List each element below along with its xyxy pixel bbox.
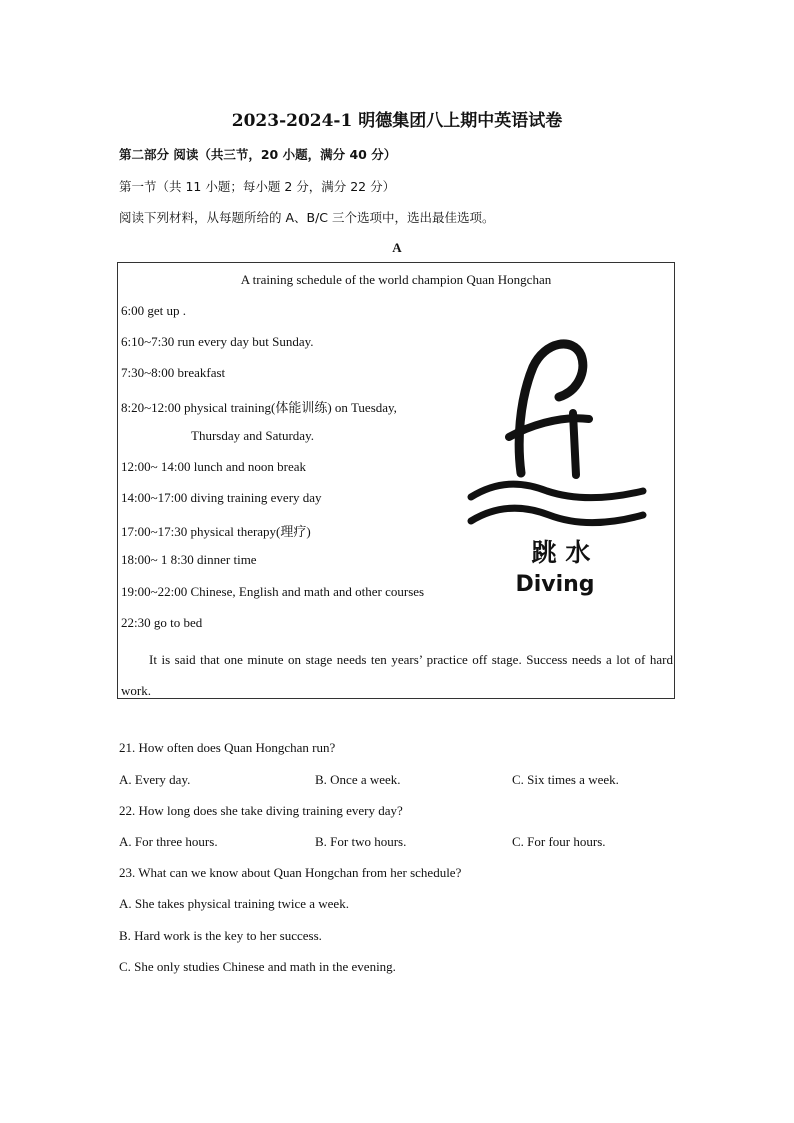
section-heading: 第二部分 阅读（共三节，20 小题，满分 40 分） xyxy=(119,147,397,162)
schedule-item: 6:00 get up . xyxy=(121,303,186,318)
schedule-item: 12:00~ 14:00 lunch and noon break xyxy=(121,459,307,474)
logo-cn-label: 跳 水 xyxy=(531,538,591,567)
schedule-item: 7:30~8:00 breakfast xyxy=(121,365,226,380)
option-a: A. For three hours. xyxy=(119,834,218,849)
schedule-item: 6:10~7:30 run every day but Sunday. xyxy=(121,334,314,349)
question-stem: 22. How long does she take diving training every day? xyxy=(119,803,403,818)
passage-conclusion: It is said that one minute on stage needs ten years’ practice off stage. Success needs a lot of hard work. xyxy=(121,652,673,698)
diving-logo xyxy=(463,335,653,605)
question-stem: 21. How often does Quan Hongchan run? xyxy=(119,740,336,755)
schedule-item: 8:20~12:00 physical training(体能训练) on Tuesday, xyxy=(121,400,397,415)
instruction-text: 阅读下列材料，从每题所给的 A、B/C 三个选项中，选出最佳选项。 xyxy=(119,210,495,225)
option-a: A. Every day. xyxy=(119,772,191,787)
passage-label: A xyxy=(392,240,402,255)
schedule-item: 18:00~ 1 8:30 dinner time xyxy=(121,552,257,567)
option-c: C. For four hours. xyxy=(512,834,606,849)
option-c: C. Six times a week. xyxy=(512,772,619,787)
logo-en-label: Diving xyxy=(515,572,595,597)
subsection-heading: 第一节（共 11 小题；每小题 2 分，满分 22 分） xyxy=(119,179,396,194)
schedule-item: 17:00~17:30 physical therapy(理疗) xyxy=(121,524,311,539)
page-title: 2023-2024-1 明德集团八上期中英语试卷 xyxy=(231,111,563,131)
schedule-item: 14:00~17:00 diving training every day xyxy=(121,490,322,505)
schedule-item: 22:30 go to bed xyxy=(121,615,203,630)
question-stem: 23. What can we know about Quan Hongchan from her schedule? xyxy=(119,865,462,880)
diving-pictogram-icon xyxy=(463,335,653,605)
passage-box xyxy=(117,262,675,699)
option-b: B. Hard work is the key to her success. xyxy=(119,928,322,943)
schedule-item-continuation: Thursday and Saturday. xyxy=(191,428,314,443)
option-a: A. She takes physical training twice a week. xyxy=(119,896,349,911)
schedule-item: 19:00~22:00 Chinese, English and math and other courses xyxy=(121,584,425,599)
option-b: B. For two hours. xyxy=(315,834,407,849)
option-b: B. Once a week. xyxy=(315,772,401,787)
schedule-title: A training schedule of the world champion Quan Hongchan xyxy=(240,272,552,287)
option-c: C. She only studies Chinese and math in the evening. xyxy=(119,959,396,974)
